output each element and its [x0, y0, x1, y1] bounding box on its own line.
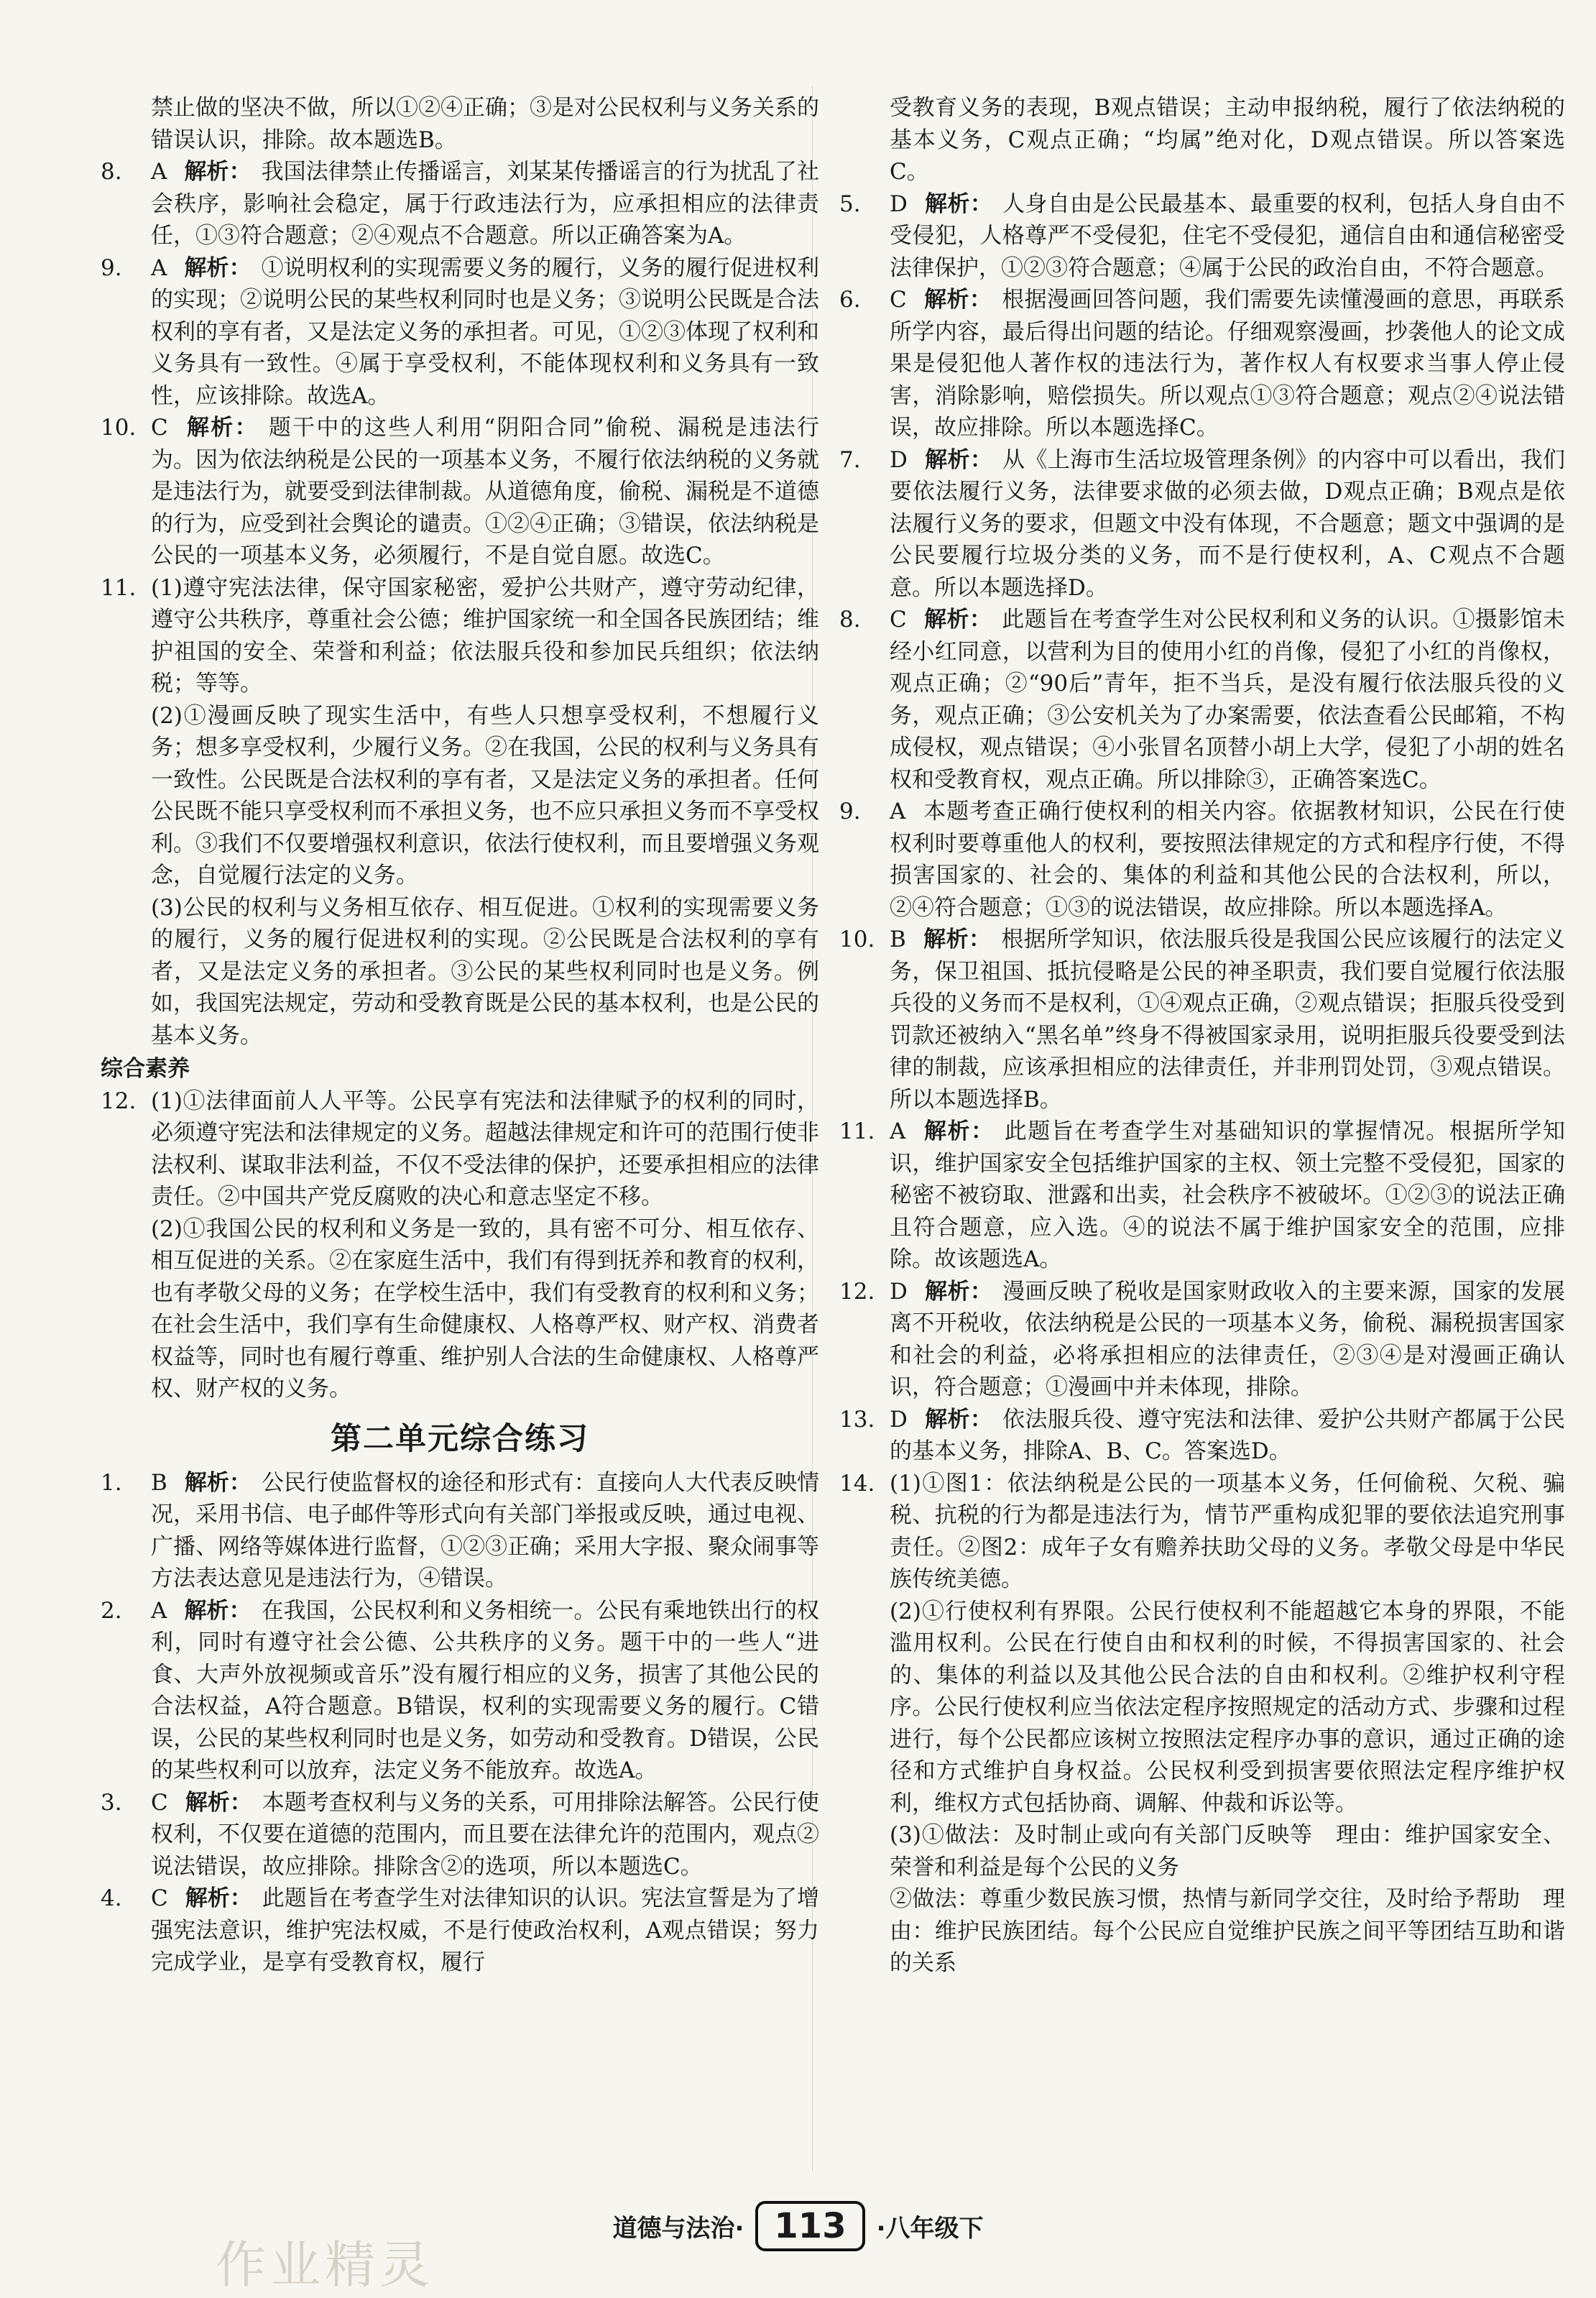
right-intro: 受教育义务的表现，B观点错误；主动申报纳税，履行了依法纳税的基本义务，C观点正确；“均属”绝对化，D观点错误。所以答案选C。: [890, 95, 1565, 185]
answer-item-11: 11. (1)遵守宪法法律，保守国家秘密，爱护公共财产，遵守劳动纪律，遵守公共秩序，尊重社会公德；维护国家统一和全国各民族团结；维护祖国的安全、荣誉和利益；依法服兵役和参加民兵组织；依法纳税；等等。 (2)①漫画反映了现实生活中，有些人只想享受权利，不想履行义务；想多享受权利，少履行义务。②在我国，公民的权利与义务具有一致性。公民既是合法权利的享有者，又是法定义务的承担者。任何公民既不能只享受权利而不承担义务，也不应只承担义务而不享受权利。③我们不仅要增强权利意识，依法行使权利，而且要增强义务观念，自觉履行法定的义务。 (3)公民的权利与义务相互依存、相互促进。①权利的实现需要义务的履行，义务的履行促进权利的实现。②公民既是合法权利的享有者，又是法定义务的承担者。③公民的某些权利同时也是义务。例如，我国宪法规定，劳动和受教育既是公民的基本权利，也是公民的基本义务。: [101, 574, 819, 1049]
right-column: [839, 92, 1565, 1980]
watermark-logo: 作业精灵: [216, 2235, 434, 2294]
answer-item: 9. A 本题考查正确行使权利的相关内容。依据教材知识，公民在行使权利时要尊重他人的权利，要按照法律规定的方式和程序行使，不得损害国家的、社会的、集体的利益和其他公民的合法权利，所以，②④符合题意；①③的说法错误，故应排除。所以本题选择A。: [839, 799, 1565, 921]
answer-item-14: 14. (1)①图1：依法纳税是公民的一项基本义务，任何偷税、欠税、骗税、抗税的行为都是违法行为，情节严重构成犯罪的要依法追究刑事责任。②图2：成年子女有赡养扶助父母的义务。孝敬父母是中华民族传统美德。 (2)①行使权利有界限。公民行使权利不能超越它本身的界限，不能滥用权利。公民在行使自由和权利的时候，不得损害国家的、社会的、集体的利益以及其他公民合法的自由和权利。②维护权利守程序。公民行使权利应当依法定程序按照规定的活动方式、步骤和过程进行，每个公民都应该树立按照法定程序办事的意识，通过正确的途径和方式维护自身权益。公民权利受到损害要依照法定程序维护权利，维权方式包括协商、调解、仲裁和诉讼等。 (3)①做法：及时制止或向有关部门反映等 理由：维护国家安全、荣誉和利益是每个公民的义务 ②做法：尊重少数民族习惯，热情与新同学交往，及时给予帮助 理由：维护民族团结。每个公民应自觉维护民族之间平等团结互助和谐的关系: [839, 1470, 1565, 1976]
section-heading: 综合素养: [101, 1056, 190, 1082]
answer-item: 10. B 解析： 根据所学知识，依法服兵役是我国公民应该履行的法定义务，保卫祖国、抵抗侵略是公民的神圣职责，我们要自觉履行依法服兵役的义务而不是权利，①④观点正确，②观点错误；拒服兵役受到罚款还被纳入“黑名单”终身不得被国家录用，说明拒服兵役要受到法律的制裁，应该承担相应的法律责任，并非刑罚处罚，③观点错误。所以本题选择B。: [839, 927, 1566, 1113]
answer-item: 10. C 解析： 题干中的这些人利用“阴阳合同”偷税、漏税是违法行为。因为依法纳税是公民的一项基本义务，不履行依法纳税的义务就是违法行为，就要受到法律制裁。从道德角度，偷税、漏税是不道德的行为，应受到社会舆论的谴责。①②④正确；③错误，依法纳税是公民的一项基本义务，必须履行，不是自觉自愿。故选C。: [101, 415, 819, 569]
left-column: [101, 92, 819, 1979]
subject-label: 道德与法治·: [612, 2214, 744, 2243]
answer-item: 1. B 解析： 公民行使监督权的途径和形式有：直接向人大代表反映情况，采用书信、电子邮件等形式向有关部门举报或反映，通过电视、广播、网络等媒体进行监督，①②③正确；采用大字报、聚众闹事等方法表达意见是违法行为，④错误。: [101, 1469, 820, 1591]
answer-item: 6. C 解析： 根据漫画回答问题，我们需要先读懂漫画的意思，再联系所学内容，最后得出问题的结论。仔细观察漫画，抄袭他人的论文成果是侵犯他人著作权的违法行为，著作权人有权要求当事人停止侵害，消除影响，赔偿损失。所以观点①③符合题意；观点②④说法错误，故应排除。所以本题选择C。: [839, 287, 1565, 441]
left-intro: 禁止做的坚决不做，所以①②④正确；③是对公民权利与义务关系的错误认识，排除。故本题选B。: [151, 95, 819, 153]
answer-item: 4. C 解析： 此题旨在考查学生对法律知识的认识。宪法宣誓是为了增强宪法意识，维护宪法权威，不是行使政治权利，A观点错误；努力完成学业，是享有受教育权，履行: [101, 1885, 820, 1975]
answer-item: 11. A 解析： 此题旨在考查学生对基础知识的掌握情况。根据所学知识，维护国家安全包括维护国家的主权、领土完整不受侵犯，国家的秘密不被窃取、泄露和出卖，社会秩序不被破坏。①②③的说法正确且符合题意，应入选。④的说法不属于维护国家安全的范围，应排除。故该题选A。: [839, 1118, 1565, 1272]
unit-title: 第二单元综合练习: [331, 1420, 589, 1457]
answer-item: 5. D 解析： 人身自由是公民最基本、最重要的权利，包括人身自由不受侵犯，人格尊严不受侵犯，住宅不受侵犯，通信自由和通信秘密受法律保护，①②③符合题意；④属于公民的政治自由，不符合题意。: [839, 190, 1566, 281]
answer-item: 8. C 解析： 此题旨在考查学生对公民权利和义务的认识。①摄影馆未经小红同意，以营利为目的使用小红的肖像，侵犯了小红的肖像权，观点正确；②“90后”青年，拒不当兵，是没有履行依法服兵役的义务，观点正确；③公安机关为了办案需要，依法查看公民邮箱，不构成侵权，观点错误；④小张冒名顶替小胡上大学，侵犯了小胡的姓名权和受教育权，观点正确。所以排除③，正确答案选C。: [839, 607, 1565, 793]
answer-item: 12. D 解析： 漫画反映了税收是国家财政收入的主要来源，国家的发展离不开税收，依法纳税是公民的一项基本义务，偷税、漏税损害国家和社会的利益，必将承担相应的法律责任，②③④是对漫画正确认识，符合题意；①漫画中并未体现，排除。: [839, 1278, 1566, 1400]
answer-item-12: 12. (1)①法律面前人人平等。公民享有宪法和法律赋予的权利的同时，必须遵守宪法和法律规定的义务。超越法律规定和许可的范围行使非法权利、谋取非法利益，不仅不受法律的保护，还要承担相应的法律责任。②中国共产党反腐败的决心和意志坚定不移。 (2)①我国公民的权利和义务是一致的，具有密不可分、相互依存、相互促进的关系。②在家庭生活中，我们有得到抚养和教育的权利，也有孝敬父母的义务；在学校生活中，我们有受教育的权利和义务；在社会生活中，我们享有生命健康权、人格尊严权、财产权、消费者权益等，同时也有履行尊重、维护别人合法的生命健康权、人格尊严权、财产权的义务。: [101, 1088, 819, 1402]
answer-item: 9. A 解析： ①说明权利的实现需要义务的履行，义务的履行促进权利的实现；②说明公民的某些权利同时也是义务；③说明公民既是合法权利的享有者，又是法定义务的承担者。可见，①②③体现了权利和义务具有一致性。④属于享受权利，不能体现权利和义务具有一致性，应该排除。故选A。: [101, 254, 820, 409]
page-number: 113: [755, 2201, 864, 2251]
answer-item: 13. D 解析： 依法服兵役、遵守宪法和法律、爱护公共财产都属于公民的基本义务，排除A、B、C。答案选D。: [839, 1406, 1566, 1464]
answer-item: 2. A 解析： 在我国，公民权利和义务相统一。公民有乘地铁出行的权利，同时有遵守社会公德、公共秩序的义务。题干中的一些人“进食、大声外放视频或音乐”没有履行相应的义务，损害了其他公民的合法权益，A符合题意。B错误，权利的实现需要义务的履行。C错误，公民的某些权利同时也是义务，如劳动和受教育。D错误，公民的某些权利可以放弃，法定义务不能放弃。故选A。: [101, 1597, 820, 1783]
grade-label: ·八年级下: [876, 2214, 984, 2243]
answer-item: 3. C 解析： 本题考查权利与义务的关系，可用排除法解答。公民行使权利，不仅要在道德的范围内，而且要在法律允许的范围内，观点②说法错误，故应排除。排除含②的选项，所以本题选C。: [101, 1789, 820, 1880]
answer-item: 7. D 解析： 从《上海市生活垃圾管理条例》的内容中可以看出，我们要依法履行义务，法律要求做的必须去做，D观点正确；B观点是依法履行义务的要求，但题文中没有体现，不合题意；题文中强调的是公民要履行垃圾分类的义务，而不是行使权利，A、C观点不合题意。所以本题选择D。: [839, 446, 1566, 601]
answer-item: 8. A 解析： 我国法律禁止传播谣言，刘某某传播谣言的行为扰乱了社会秩序，影响社会稳定，属于行政违法行为，应承担相应的法律责任，①③符合题意；②④观点不合题意。所以正确答案为A。: [101, 159, 820, 249]
